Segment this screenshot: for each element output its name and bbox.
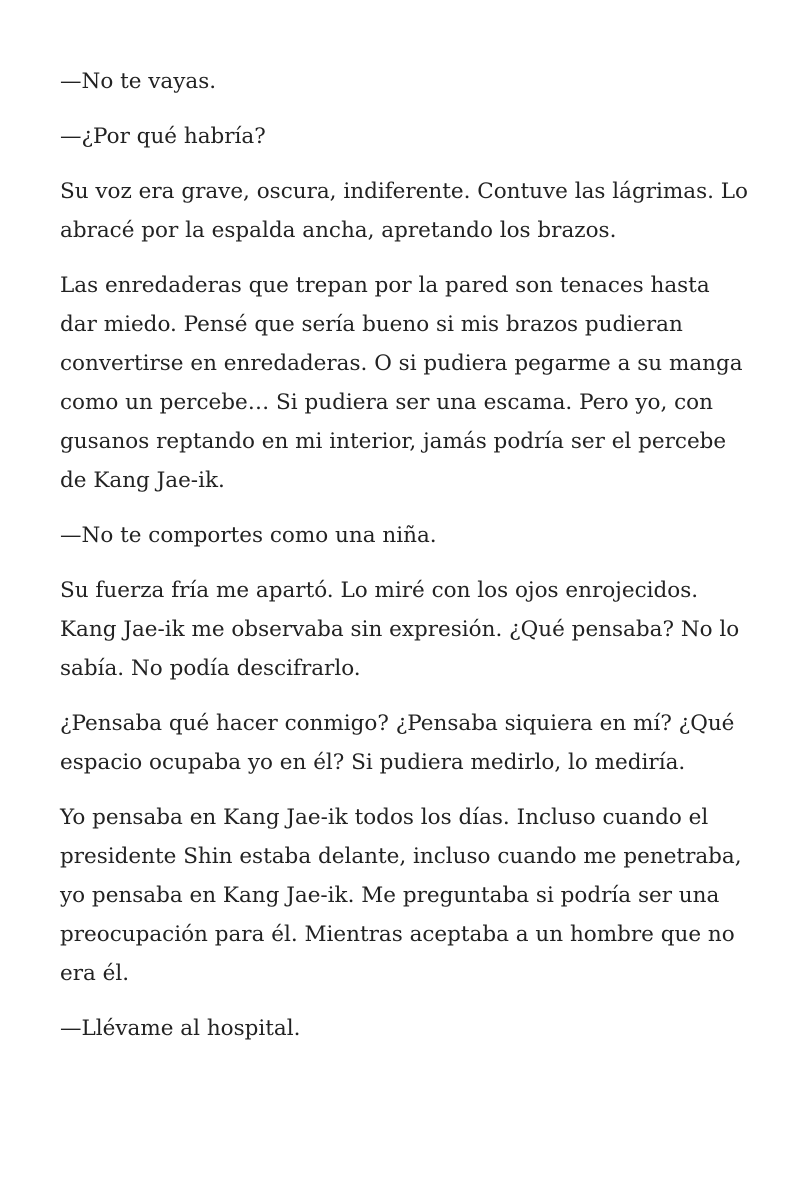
- paragraph: Su voz era grave, oscura, indiferente. Contuve las lágrimas. Lo abracé por la espalda ancha, apretando los brazos.: [60, 179, 748, 243]
- paragraph: —Llévame al hospital.: [60, 1016, 301, 1041]
- paragraph: —¿Por qué habría?: [60, 124, 266, 149]
- paragraph: Su fuerza fría me apartó. Lo miré con los ojos enrojecidos. Kang Jae-ik me observaba sin expresión. ¿Qué pensaba? No lo sabía. No podía descifrarlo.: [60, 578, 740, 681]
- paragraph: Las enredaderas que trepan por la pared son tenaces hasta dar miedo. Pensé que sería bueno si mis brazos pudieran convertirse en enredaderas. O si pudiera pegarme a su manga como un percebe… Si pudiera ser una escama. Pero yo, con gusanos reptando en mi interior, jamás podría ser el percebe de Kang Jae-ik.: [60, 273, 743, 493]
- paragraph: ¿Pensaba qué hacer conmigo? ¿Pensaba siquiera en mí? ¿Qué espacio ocupaba yo en él? Si pudiera medirlo, lo mediría.: [60, 711, 735, 775]
- paragraph: —No te comportes como una niña.: [60, 523, 437, 548]
- paragraph: Yo pensaba en Kang Jae-ik todos los días. Incluso cuando el presidente Shin estaba delante, incluso cuando me penetraba, yo pensaba en Kang Jae-ik. Me preguntaba si podría ser una preocupación para él. Mientras aceptaba a un hombre que no era él.: [60, 805, 742, 986]
- page-body: [60, 62, 750, 1064]
- paragraph: —No te vayas.: [60, 69, 217, 94]
